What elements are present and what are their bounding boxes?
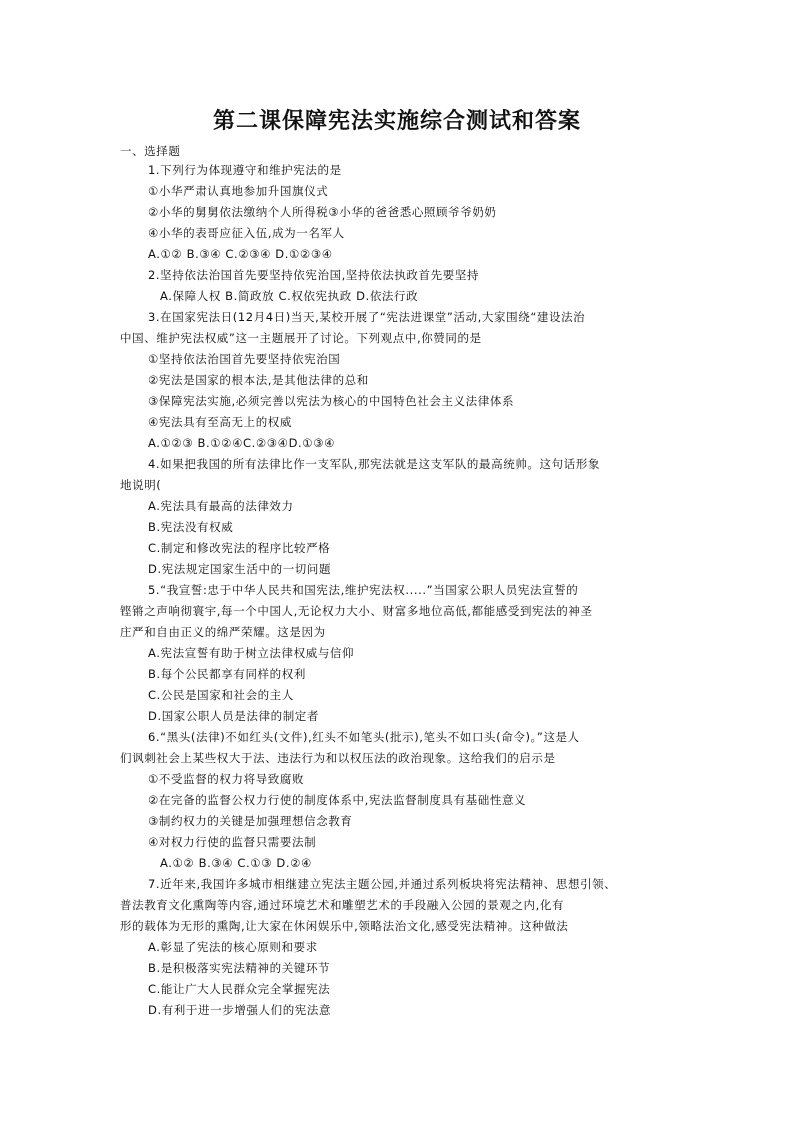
text-line: 1.下列行为体现遵守和维护宪法的是 — [148, 163, 342, 177]
text-line: ④小华的表哥应征入伍,成为一名军人 — [148, 226, 345, 240]
text-line: ①小华严肃认真地参加升国旗仪式 — [148, 184, 329, 198]
text-line: ②宪法是国家的根本法,是其他法律的总和 — [148, 373, 369, 387]
text-line: ④对权力行使的监督只需要法制 — [148, 835, 317, 849]
text-line: 普法教育文化熏陶等内容,通过环境艺术和雕塑艺术的手段融入公园的景观之内,化有 — [120, 898, 565, 912]
text-line: ②在完备的监督公权力行使的制度体系中,宪法监督制度具有基础性意义 — [148, 793, 527, 807]
text-line: 地说明( — [120, 478, 162, 492]
text-line: ③保障宪法实施,必须完善以宪法为核心的中国特色社会主义法律体系 — [148, 394, 515, 408]
text-line: B.是积极落实宪法精神的关键环节 — [148, 961, 331, 975]
text-line: 7.近年来,我国许多城市相继建立宪法主题公园,并通过系列板块将宪法精神、思想引领、 — [148, 877, 617, 891]
text-line: B.每个公民都享有同样的权利 — [148, 667, 306, 681]
text-line: ①坚持依法治国首先要坚持依宪治国 — [148, 352, 341, 366]
text-line: A.①② B.③④ C.①③ D.②④ — [160, 856, 312, 870]
text-line: B.宪法没有权威 — [148, 520, 234, 534]
text-line: 6.“黑头(法律)不如红头(文件),红头不如笔头(批示),笔头不如口头(命令)。”这是人 — [148, 730, 580, 744]
text-line: 们讽刺社会上某些权大于法、违法行为和以权压法的政治现象。这给我们的启示是 — [120, 751, 556, 765]
text-line: D.国家公职人员是法律的制定者 — [148, 709, 320, 723]
text-line: 铿锵之声响彻寰宇,每一个中国人,无论权力大小、财富多地位高低,都能感受到宪法的神圣 — [120, 604, 593, 618]
text-line: 形的载体为无形的熏陶,让大家在休闲娱乐中,领略法治文化,感受宪法精神。这种做法 — [120, 919, 569, 933]
text-line: 2.坚持依法治国首先要坚持依宪治国,坚持依法执政首先要坚持 — [148, 268, 480, 282]
text-line: 4.如果把我国的所有法律比作一支军队,那宪法就是这支军队的最高统帅。这句话形象 — [148, 457, 601, 471]
text-line: ①不受监督的权力将导致腐败 — [148, 772, 305, 786]
text-line: ②小华的舅舅依法缴纳个人所得税③小华的爸爸悉心照顾爷爷奶奶 — [148, 205, 497, 219]
text-line: D.有利于进一步增强人们的宪法意 — [148, 1003, 332, 1017]
text-line: A.宪法宣誓有助于树立法律权威与信仰 — [148, 646, 355, 660]
text-line: 5.“我宣誓:忠于中华人民共和国宪法,维护宪法权.....”当国家公职人员宪法宣誓的 — [148, 583, 579, 597]
section-heading: 一、选择题 — [120, 144, 181, 158]
text-line: A.①② B.③④ C.②③④ D.①②③④ — [148, 247, 333, 261]
text-line: 中国、维护宪法权威”这一主题展开了讨论。下列观点中,你赞同的是 — [120, 331, 482, 345]
text-line: ③制约权力的关键是加强理想信念教育 — [148, 814, 353, 828]
text-line: 3.在国家宪法日(12月4日)当天,某校开展了“宪法进课堂”活动,大家围绕“建设法治 — [148, 310, 586, 324]
text-line: A.宪法具有最高的法律效力 — [148, 499, 294, 513]
text-line: 庄严和自由正义的绵严荣耀。这是因为 — [120, 625, 326, 639]
text-line: D.宪法规定国家生活中的一切问题 — [148, 562, 332, 576]
text-line: A.保障人权 B.简政放 C.权依宪执政 D.依法行政 — [160, 289, 419, 303]
text-line: A.①②③ B.①②④C.②③④D.①③④ — [148, 436, 336, 450]
text-line: ④宪法具有至高无上的权威 — [148, 415, 293, 429]
text-line: C.能让广大人民群众完全掌握宪法 — [148, 982, 331, 996]
document-title: 第二课保障宪法实施综合测试和答案 — [212, 108, 581, 134]
text-line: A.彰显了宪法的核心原则和要求 — [148, 940, 318, 954]
text-line: C.公民是国家和社会的主人 — [148, 688, 294, 702]
text-line: C.制定和修改宪法的程序比较严格 — [148, 541, 331, 555]
